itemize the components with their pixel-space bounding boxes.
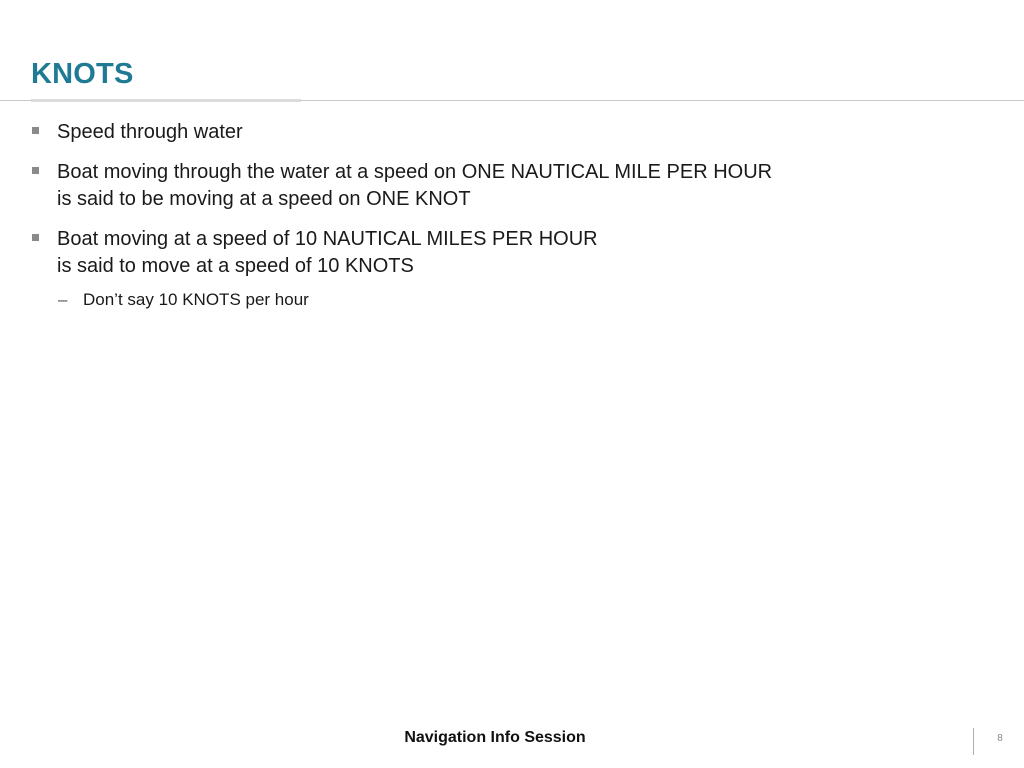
bullet-text: Boat moving at a speed of 10 NAUTICAL MILES PER HOUR xyxy=(57,228,598,250)
square-bullet-icon xyxy=(32,234,39,241)
title-underline-accent xyxy=(31,99,301,102)
dash-bullet-icon: – xyxy=(58,290,68,309)
sub-bullet-text: Don’t say 10 KNOTS per hour xyxy=(83,290,309,309)
slide-body xyxy=(31,119,931,311)
bullet-text: Boat moving through the water at a speed on ONE NAUTICAL MILE PER HOUR xyxy=(57,161,773,183)
bullet-item xyxy=(31,119,931,146)
bullet-text: Speed through water xyxy=(57,121,243,143)
footer-title: Navigation Info Session xyxy=(404,729,586,746)
bullet-text-continued: is said to move at a speed of 10 KNOTS xyxy=(57,255,414,277)
bullet-item xyxy=(31,159,931,213)
square-bullet-icon xyxy=(32,167,39,174)
slide-title: KNOTS xyxy=(31,58,134,90)
sub-bullet-item xyxy=(31,289,931,311)
page-number: 8 xyxy=(997,733,1003,744)
footer-divider xyxy=(973,728,974,755)
bullet-text-continued: is said to be moving at a speed on ONE KNOT xyxy=(57,188,471,210)
bullet-item xyxy=(31,226,931,280)
square-bullet-icon xyxy=(32,127,39,134)
